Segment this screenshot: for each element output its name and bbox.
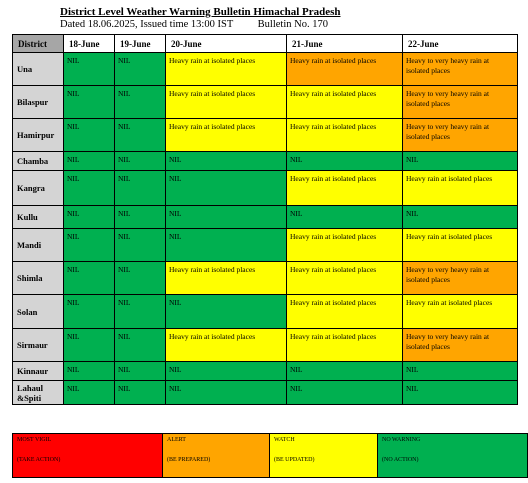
table-row	[13, 152, 518, 171]
column-header-district: District	[13, 35, 64, 53]
district-name: Kangra	[13, 171, 64, 206]
bulletin-title: District Level Weather Warning Bulletin Himachal Pradesh	[60, 6, 341, 18]
district-name: Kinnaur	[13, 362, 64, 381]
warning-cell: NIL	[115, 381, 166, 405]
warning-cell: NIL	[115, 86, 166, 119]
warning-cell: Heavy rain at isolated places	[287, 329, 403, 362]
warning-cell: NIL	[287, 362, 403, 381]
warning-cell: Heavy rain at isolated places	[166, 86, 287, 119]
warning-cell: Heavy rain at isolated places	[403, 171, 518, 206]
warning-cell: NIL	[403, 152, 518, 171]
warning-cell: NIL	[64, 206, 115, 229]
table-row	[13, 53, 518, 86]
warning-cell: NIL	[403, 206, 518, 229]
warning-cell: NIL	[287, 206, 403, 229]
table-row	[13, 171, 518, 206]
column-header-day3: 20-June	[166, 35, 287, 53]
legend-label: MOST VIGIL	[17, 437, 52, 443]
warning-cell: Heavy to very heavy rain at isolated places	[403, 262, 518, 295]
issue-date: Dated 18.06.2025, Issued time 13:00 IST	[60, 19, 234, 30]
warning-cell: NIL	[115, 229, 166, 262]
table-row	[13, 381, 518, 405]
warning-cell: NIL	[64, 262, 115, 295]
legend-row	[13, 434, 528, 478]
district-name: Kullu	[13, 206, 64, 229]
warning-cell: NIL	[166, 206, 287, 229]
legend-action: (NO ACTION)	[382, 457, 419, 463]
warning-cell: NIL	[64, 86, 115, 119]
legend-item	[13, 434, 163, 478]
warning-cell: NIL	[115, 152, 166, 171]
table-row	[13, 329, 518, 362]
legend-label: ALERT	[167, 437, 186, 443]
bulletin-subtitle	[60, 19, 328, 30]
district-name: Hamirpur	[13, 119, 64, 152]
table-row	[13, 362, 518, 381]
warning-cell: NIL	[115, 329, 166, 362]
warning-cell: Heavy to very heavy rain at isolated places	[403, 329, 518, 362]
warning-cell: Heavy rain at isolated places	[287, 262, 403, 295]
legend-action: (TAKE ACTION)	[17, 457, 61, 463]
warning-cell: NIL	[166, 229, 287, 262]
warning-cell: Heavy rain at isolated places	[403, 295, 518, 329]
warning-cell: NIL	[403, 362, 518, 381]
warning-cell: NIL	[64, 381, 115, 405]
column-header-day5: 22-June	[403, 35, 518, 53]
legend-action: (BE UPDATED)	[274, 457, 315, 463]
warning-cell: NIL	[166, 362, 287, 381]
warning-cell: NIL	[166, 152, 287, 171]
table-row	[13, 262, 518, 295]
warning-cell: NIL	[287, 381, 403, 405]
district-name: Mandi	[13, 229, 64, 262]
warning-cell: Heavy rain at isolated places	[287, 119, 403, 152]
warning-cell: Heavy rain at isolated places	[287, 171, 403, 206]
legend-table	[12, 433, 528, 478]
legend-item	[163, 434, 270, 478]
table-row	[13, 206, 518, 229]
district-name: Chamba	[13, 152, 64, 171]
warning-cell: Heavy to very heavy rain at isolated places	[403, 86, 518, 119]
district-name: Una	[13, 53, 64, 86]
warning-cell: NIL	[115, 362, 166, 381]
warning-cell: Heavy rain at isolated places	[166, 262, 287, 295]
district-name: Bilaspur	[13, 86, 64, 119]
warning-cell: NIL	[115, 206, 166, 229]
district-name: Lahaul &Spiti	[13, 381, 64, 405]
warning-cell: Heavy rain at isolated places	[166, 119, 287, 152]
district-name: Solan	[13, 295, 64, 329]
warning-cell: NIL	[115, 119, 166, 152]
column-header-day4: 21-June	[287, 35, 403, 53]
warning-cell: Heavy to very heavy rain at isolated places	[403, 53, 518, 86]
warning-cell: NIL	[64, 229, 115, 262]
warning-table	[12, 34, 518, 405]
warning-cell: NIL	[64, 362, 115, 381]
legend-label: WATCH	[274, 437, 295, 443]
warning-cell: NIL	[403, 381, 518, 405]
warning-cell: Heavy rain at isolated places	[166, 53, 287, 86]
legend-label: NO WARNING	[382, 437, 421, 443]
district-name: Sirmaur	[13, 329, 64, 362]
column-header-day2: 19-June	[115, 35, 166, 53]
table-row	[13, 119, 518, 152]
warning-cell: NIL	[64, 171, 115, 206]
legend-item	[378, 434, 528, 478]
warning-cell: NIL	[115, 295, 166, 329]
warning-cell: NIL	[64, 329, 115, 362]
warning-cell: NIL	[64, 53, 115, 86]
warning-cell: Heavy rain at isolated places	[287, 86, 403, 119]
table-row	[13, 86, 518, 119]
table-row	[13, 295, 518, 329]
warning-cell: Heavy rain at isolated places	[166, 329, 287, 362]
warning-cell: NIL	[64, 152, 115, 171]
warning-cell: NIL	[115, 53, 166, 86]
legend-action: (BE PREPARED)	[167, 457, 211, 463]
table-body	[13, 53, 518, 405]
warning-cell: Heavy rain at isolated places	[287, 53, 403, 86]
warning-cell: NIL	[64, 295, 115, 329]
warning-cell: Heavy rain at isolated places	[287, 229, 403, 262]
warning-cell: NIL	[115, 171, 166, 206]
warning-cell: Heavy to very heavy rain at isolated places	[403, 119, 518, 152]
district-name: Shimla	[13, 262, 64, 295]
warning-cell: NIL	[115, 262, 166, 295]
warning-cell: NIL	[166, 295, 287, 329]
table-row	[13, 229, 518, 262]
warning-cell: NIL	[166, 171, 287, 206]
column-header-day1: 18-June	[64, 35, 115, 53]
warning-cell: NIL	[64, 119, 115, 152]
warning-cell: NIL	[166, 381, 287, 405]
bulletin-number: Bulletin No. 170	[257, 19, 328, 30]
warning-cell: Heavy rain at isolated places	[403, 229, 518, 262]
legend-item	[270, 434, 378, 478]
warning-cell: Heavy rain at isolated places	[287, 295, 403, 329]
table-header-row	[13, 35, 518, 53]
warning-cell: NIL	[287, 152, 403, 171]
